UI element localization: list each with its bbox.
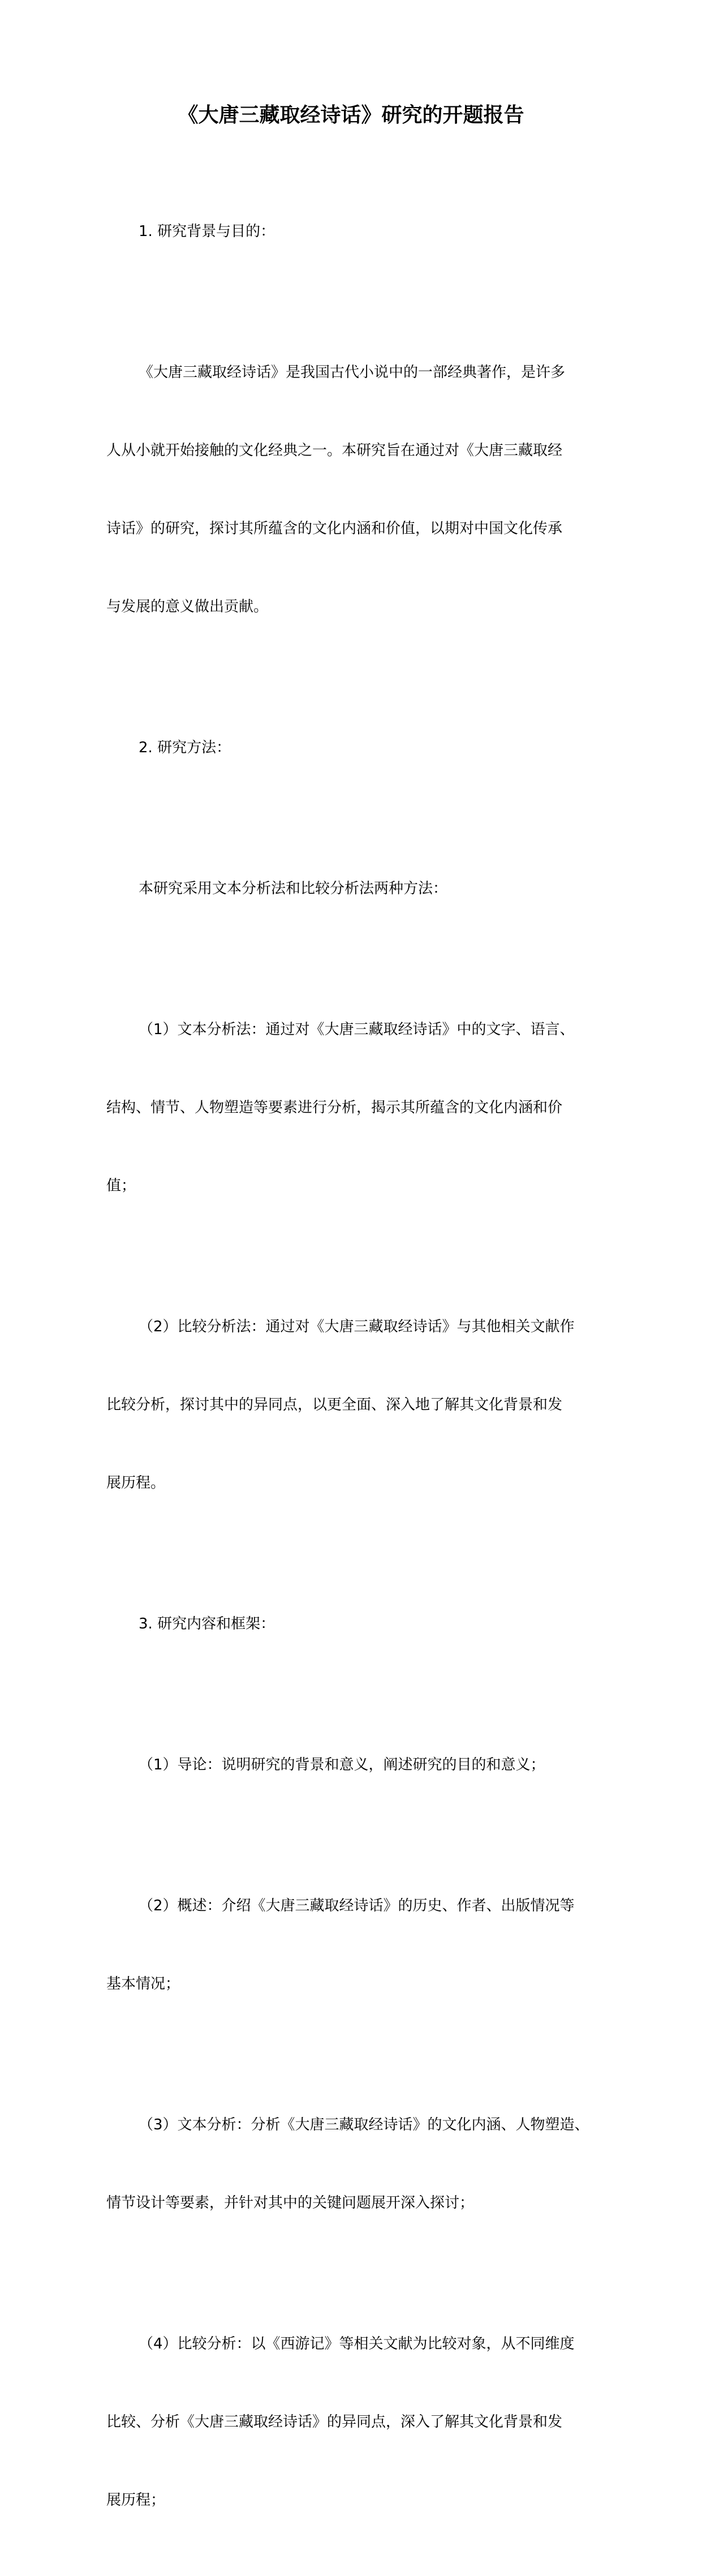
section-heading-methods [106,683,610,813]
paragraph-line: 与发展的意义做出贡献。 [106,598,269,615]
paragraph-line: 本研究采用文本分析法和比较分析法两种方法： [139,880,448,897]
content-comparative-analysis-paragraph [106,2279,610,2565]
paragraph-line: （3）文本分析：分析《大唐三藏取经诗话》的文化内涵、人物塑造、 [139,2116,589,2133]
paragraph-line: （1）导论：说明研究的背景和意义，阐述研究的目的和意义； [139,1756,545,1773]
section-heading-content [106,1559,610,1689]
content-introduction-paragraph [106,1700,610,1830]
paragraph-line: 结构、情节、人物塑造等要素进行分析，揭示其所蕴含的文化内涵和价 [106,1099,563,1116]
paragraph-line: 人从小就开始接触的文化经典之一。本研究旨在通过对《大唐三藏取经 [106,442,563,459]
paragraph-line: （4）比较分析：以《西游记》等相关文献为比较对象，从不同维度 [139,2335,575,2352]
paragraph-line: 展历程。 [106,1475,166,1491]
content-overview-paragraph [106,1841,610,2049]
paragraph-line: 比较分析，探讨其中的异同点，以更全面、深入地了解其文化背景和发 [106,1396,563,1413]
background-paragraph [106,307,610,672]
paragraph-line: 基本情况； [106,1975,180,1992]
method-text-analysis-paragraph [106,965,610,1251]
methods-intro-paragraph [106,824,610,954]
paragraph-line: （2）比较分析法：通过对《大唐三藏取经诗话》与其他相关文献作 [139,1318,575,1335]
paragraph-line: 《大唐三藏取经诗话》是我国古代小说中的一部经典著作，是许多 [139,364,566,381]
paragraph-line: 比较、分析《大唐三藏取经诗话》的异同点，深入了解其文化背景和发 [106,2414,563,2431]
method-comparative-analysis-paragraph [106,1262,610,1548]
paragraph-line: 展历程； [106,2492,166,2509]
paragraph-line: 2. 研究方法： [139,739,231,756]
document-title: 《大唐三藏取经诗话》研究的开题报告 [178,104,524,127]
paragraph-line: 诗话》的研究，探讨其所蕴含的文化内涵和价值，以期对中国文化传承 [106,520,563,537]
document-body [106,166,610,2576]
content-text-analysis-paragraph [106,2060,610,2268]
paragraph-line: 3. 研究内容和框架： [139,1615,275,1632]
paragraph-line: 值； [106,1177,136,1194]
section-heading-background [106,166,610,297]
paragraph-line: 1. 研究背景与目的： [139,223,275,240]
paragraph-line: （2）概述：介绍《大唐三藏取经诗话》的历史、作者、出版情况等 [139,1897,575,1914]
paragraph-line: （1）文本分析法：通过对《大唐三藏取经诗话》中的文字、语言、 [139,1021,575,1038]
paragraph-line: 情节设计等要素，并针对其中的关键问题展开深入探讨； [106,2194,475,2211]
